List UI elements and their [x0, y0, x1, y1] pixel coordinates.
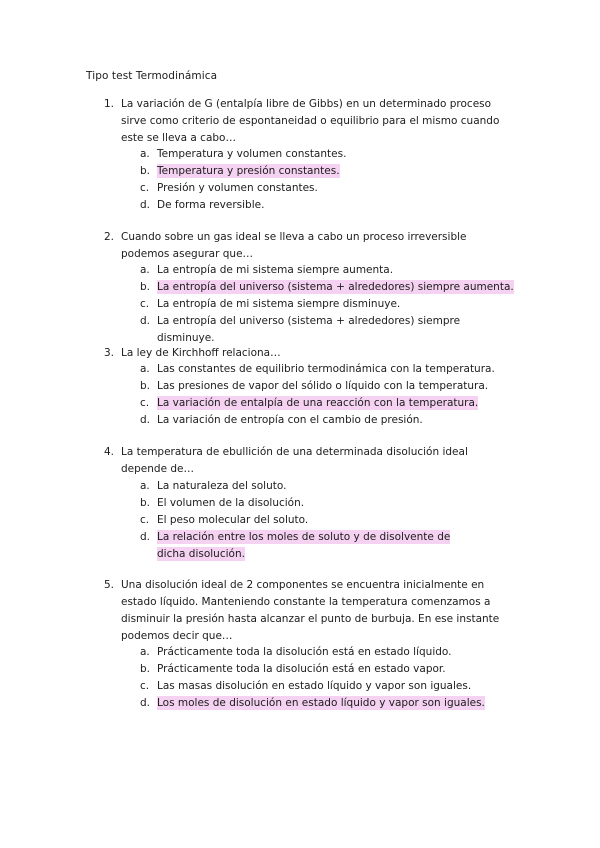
- option-letter: a.: [140, 148, 150, 160]
- question-number: 5.: [104, 579, 115, 591]
- option-letter: b.: [140, 281, 151, 293]
- option-d: [0, 695, 600, 712]
- option-a: [0, 644, 600, 661]
- option-text: El volumen de la disolución.: [157, 497, 305, 509]
- option-letter: b.: [140, 663, 151, 675]
- option-text-highlighted: La entropía del universo (sistema + alrededores) siempre aumenta.: [157, 281, 514, 293]
- option-text-highlighted: La variación de entalpía de una reacción con la temperatura.: [157, 397, 479, 409]
- option-letter: a.: [140, 363, 150, 375]
- document-title: Tipo test Termodinámica: [86, 70, 218, 82]
- option-text-highlighted: La relación entre los moles de soluto y de disolvente de dicha disolución.: [157, 531, 451, 560]
- option-letter: d.: [140, 315, 151, 327]
- option-b: [0, 495, 600, 512]
- option-text: Las masas disolución en estado líquido y vapor son iguales.: [157, 680, 472, 692]
- option-text: Temperatura y volumen constantes.: [157, 148, 347, 160]
- option-text: Presión y volumen constantes.: [157, 182, 318, 194]
- question-number: 1.: [104, 98, 115, 110]
- option-text: De forma reversible.: [157, 199, 265, 211]
- option-c: [0, 296, 600, 313]
- option-c: [0, 678, 600, 695]
- option-letter: b.: [140, 380, 151, 392]
- option-a: [0, 361, 600, 378]
- option-c: [0, 395, 600, 412]
- option-text: La entropía del universo (sistema + alrededores) siempre disminuye.: [157, 315, 461, 344]
- option-text: Prácticamente toda la disolución está en estado vapor.: [157, 663, 446, 675]
- option-letter: c.: [140, 514, 150, 526]
- option-letter: a.: [140, 264, 150, 276]
- question-number: 4.: [104, 446, 115, 458]
- option-d: [0, 412, 600, 429]
- option-b: [0, 378, 600, 395]
- option-d: [0, 313, 600, 344]
- option-text-highlighted: Los moles de disolución en estado líquido y vapor son iguales.: [157, 697, 485, 709]
- option-letter: b.: [140, 165, 151, 177]
- option-text: La naturaleza del soluto.: [157, 480, 287, 492]
- option-b: [0, 661, 600, 678]
- option-text: La entropía de mi sistema siempre disminuye.: [157, 298, 401, 310]
- option-text: Las presiones de vapor del sólido o líquido con la temperatura.: [157, 380, 489, 392]
- option-letter: d.: [140, 697, 151, 709]
- option-letter: d.: [140, 531, 151, 543]
- option-letter: c.: [140, 182, 150, 194]
- option-a: [0, 146, 600, 163]
- option-b: [0, 279, 600, 296]
- option-d: [0, 197, 600, 214]
- option-text: La variación de entropía con el cambio de presión.: [157, 414, 423, 426]
- option-text: Prácticamente toda la disolución está en estado líquido.: [157, 646, 452, 658]
- option-letter: c.: [140, 397, 150, 409]
- question-number: 3.: [104, 347, 115, 359]
- option-d: [0, 529, 600, 560]
- option-letter: a.: [140, 646, 150, 658]
- option-letter: d.: [140, 414, 151, 426]
- question-number: 2.: [104, 231, 115, 243]
- question-text: La variación de G (entalpía libre de Gibbs) en un determinado proceso sirve como criterio de espontaneidad o equilibrio para el mismo cuando este se lleva a cabo…: [121, 98, 500, 144]
- option-letter: c.: [140, 680, 150, 692]
- question-text: La ley de Kirchhoff relaciona…: [121, 347, 281, 359]
- option-letter: b.: [140, 497, 151, 509]
- option-a: [0, 262, 600, 279]
- option-c: [0, 180, 600, 197]
- question-text: La temperatura de ebullición de una determinada disolución ideal depende de…: [121, 446, 468, 475]
- option-b: [0, 163, 600, 180]
- option-text: Las constantes de equilibrio termodinámica con la temperatura.: [157, 363, 495, 375]
- option-letter: c.: [140, 298, 150, 310]
- question-text: Una disolución ideal de 2 componentes se encuentra inicialmente en estado líquido. Manteniendo constante la temperatura comenzamos a disminuir la presión hasta alcanzar el punto de burbuja. En ese instante podemos decir que…: [121, 579, 500, 642]
- question-text: Cuando sobre un gas ideal se lleva a cabo un proceso irreversible podemos asegurar que…: [121, 231, 467, 260]
- option-c: [0, 512, 600, 529]
- option-text: La entropía de mi sistema siempre aumenta.: [157, 264, 394, 276]
- option-text-highlighted: Temperatura y presión constantes.: [157, 165, 340, 177]
- option-letter: d.: [140, 199, 151, 211]
- option-text: El peso molecular del soluto.: [157, 514, 309, 526]
- option-letter: a.: [140, 480, 150, 492]
- option-a: [0, 478, 600, 495]
